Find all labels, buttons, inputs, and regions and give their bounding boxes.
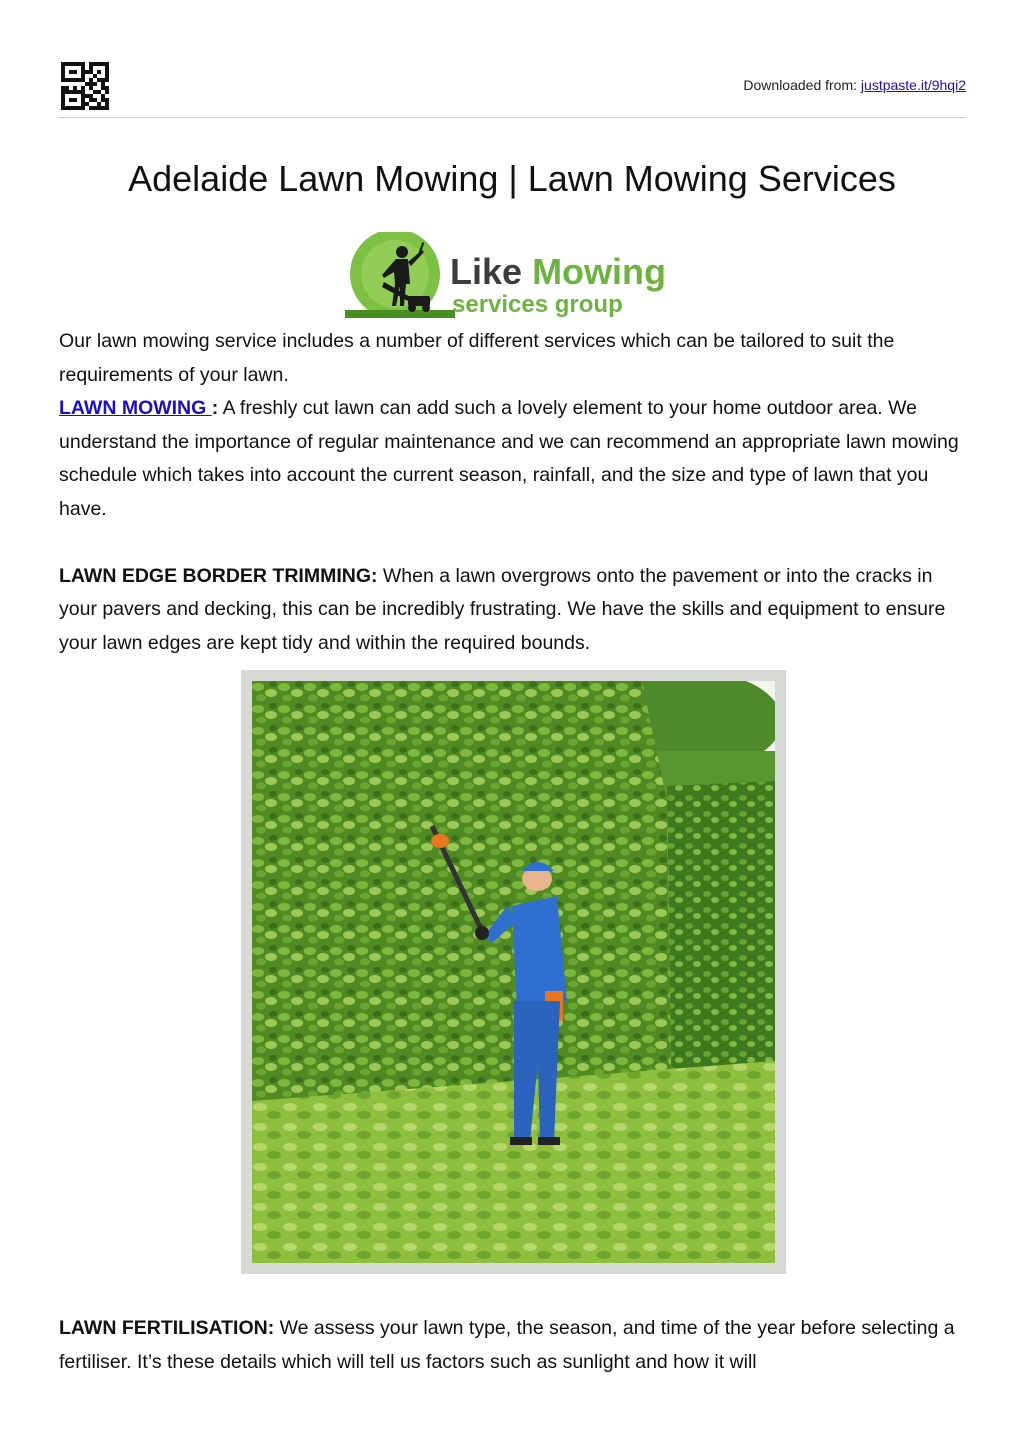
hedge-trimming-photo [241,670,786,1274]
lawn-mowing-link[interactable]: LAWN MOWING [59,397,212,419]
source-link[interactable]: justpaste.it/9hqi2 [860,77,966,93]
fertilisation-text: We assess your lawn type, the season, and time of the year before selecting a fertiliser. It’s these details which will tell us factors such as sunlight and how it will [59,1317,955,1373]
qr-code-icon [61,62,109,110]
edge-trimming-text: When a lawn overgrows onto the pavement or into the cracks in your pavers and decking, this can be incredibly frustrating. We have the skills and equipment to ensure your lawn edges are kept tidy and within the required bounds. [59,564,946,654]
edge-trimming-heading: LAWN EDGE BORDER TRIMMING: [59,564,378,587]
company-logo [340,232,690,318]
svg-text:Like Mowing: Like Mowing [450,251,667,292]
page-header [58,60,966,118]
lawn-mowing-text: A freshly cut lawn can add such a lovely element to your home outdoor area. We understand the importance of regular maintenance and we can recommend an appropriate lawn mowing schedule which takes into account the current season, rainfall, and the size and type of lawn that you have. [59,397,959,520]
intro-paragraph: Our lawn mowing service includes a number of different services which can be tailored to suit the requirements of your lawn. [59,330,895,386]
downloaded-label: Downloaded from: [743,77,858,93]
article-body-continued [59,1312,969,1379]
fertilisation-paragraph [59,1312,969,1379]
article-body [59,325,969,660]
lawn-mowing-paragraph [59,392,969,526]
lawn-mowing-colon: : [211,397,219,419]
edge-trimming-paragraph [59,560,969,661]
page-title: Adelaide Lawn Mowing | Lawn Mowing Services [128,158,896,199]
download-source [743,77,966,93]
fertilisation-heading: LAWN FERTILISATION: [59,1317,275,1339]
svg-text:services group: services group [452,291,623,318]
